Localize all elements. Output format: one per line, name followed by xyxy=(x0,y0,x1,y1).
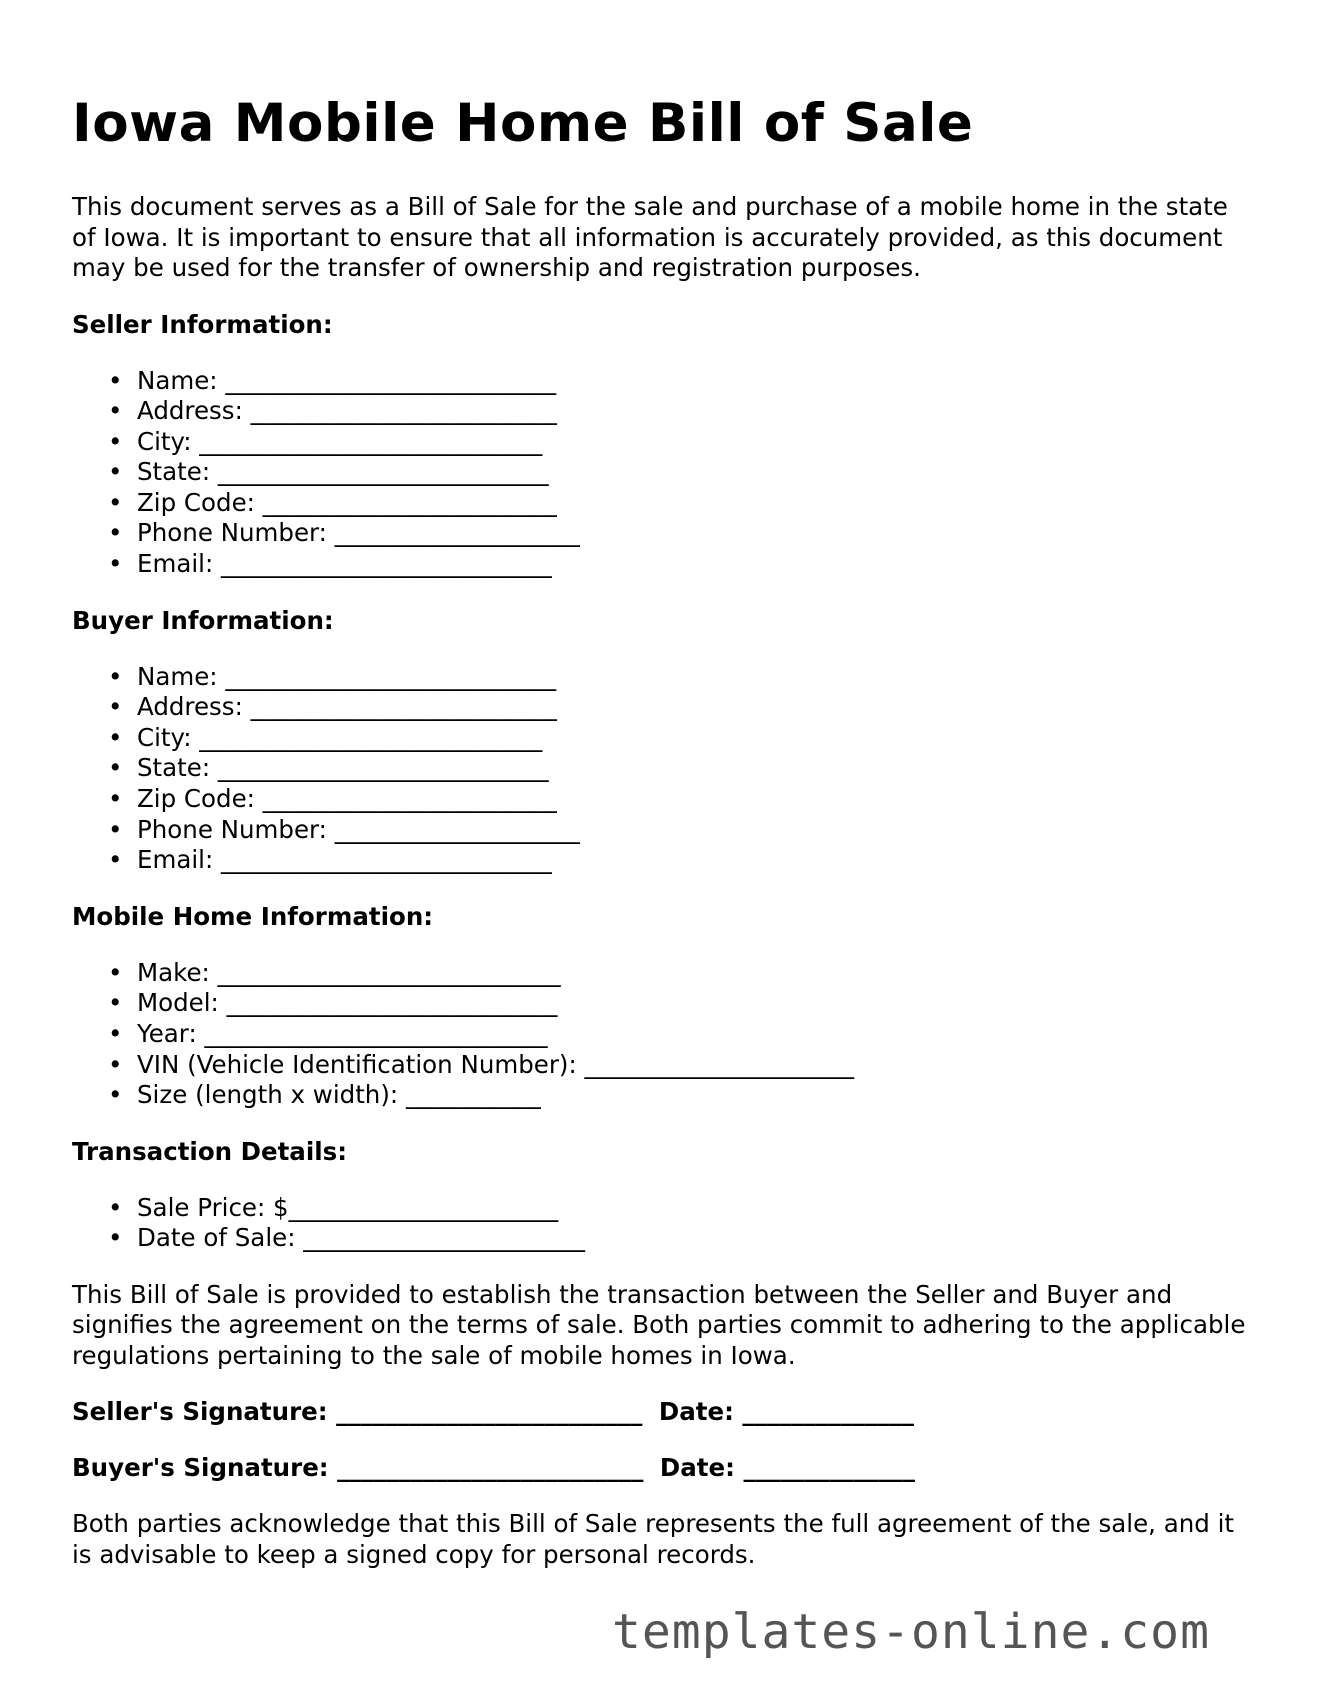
buyer-phone-field: • Phone Number: ____________________ xyxy=(72,815,1252,846)
intro-paragraph: This document serves as a Bill of Sale for the sale and purchase of a mobile home in the state of Iowa. It is important to ensure that all information is accurately provided, as this document may be used for the transfer of ownership and registration purposes. xyxy=(72,192,1228,282)
closing-paragraph: This Bill of Sale is provided to establish the transaction between the Seller and Buyer and signifies the agreement on the terms of sale. Both parties commit to adhering to the applicable regulations pertaining to the sale of mobile homes in Iowa. xyxy=(72,1279,1246,1370)
watermark-text: templates-online.com xyxy=(612,1604,1210,1660)
seller-section-heading: Seller Information: xyxy=(72,309,333,339)
seller-city-field: • City: ____________________________ xyxy=(72,427,1252,458)
buyer-signature-line: Buyer's Signature: _________________________ xyxy=(72,1453,644,1483)
buyer-field-list xyxy=(72,662,1252,876)
seller-zip-field: • Zip Code: ________________________ xyxy=(72,488,1252,519)
buyer-section-heading: Buyer Information: xyxy=(72,605,334,635)
model-field: • Model: ___________________________ xyxy=(72,988,1252,1019)
buyer-signature-row xyxy=(72,1453,1252,1483)
sale-price-field: • Sale Price: $______________________ xyxy=(72,1193,1252,1224)
transaction-field-list xyxy=(72,1193,1252,1254)
buyer-date-line: Date: ______________ xyxy=(659,1453,915,1483)
mobile-home-section-heading: Mobile Home Information: xyxy=(72,901,434,931)
seller-signature-row xyxy=(72,1397,1252,1427)
seller-phone-field: • Phone Number: ____________________ xyxy=(72,518,1252,549)
seller-address-field: • Address: _________________________ xyxy=(72,396,1252,427)
document-page xyxy=(72,0,1252,1570)
buyer-state-field: • State: ___________________________ xyxy=(72,753,1252,784)
date-of-sale-field: • Date of Sale: _______________________ xyxy=(72,1223,1252,1254)
buyer-name-field: • Name: ___________________________ xyxy=(72,662,1252,693)
buyer-email-field: • Email: ___________________________ xyxy=(72,845,1252,876)
seller-name-field: • Name: ___________________________ xyxy=(72,366,1252,397)
seller-state-field: • State: ___________________________ xyxy=(72,457,1252,488)
seller-field-list xyxy=(72,366,1252,580)
document-title: Iowa Mobile Home Bill of Sale xyxy=(72,93,974,154)
make-field: • Make: ____________________________ xyxy=(72,958,1252,989)
transaction-section-heading: Transaction Details: xyxy=(72,1136,348,1166)
seller-signature-line: Seller's Signature: _________________________ xyxy=(72,1397,643,1427)
buyer-zip-field: • Zip Code: ________________________ xyxy=(72,784,1252,815)
final-paragraph: Both parties acknowledge that this Bill of Sale represents the full agreement of the sale, and it is advisable to keep a signed copy for personal records. xyxy=(72,1509,1235,1569)
seller-date-line: Date: ______________ xyxy=(658,1397,914,1427)
mobile-home-field-list xyxy=(72,958,1252,1111)
vin-field: • VIN (Vehicle Identification Number): ______________________ xyxy=(72,1050,1252,1081)
year-field: • Year: ____________________________ xyxy=(72,1019,1252,1050)
buyer-city-field: • City: ____________________________ xyxy=(72,723,1252,754)
buyer-address-field: • Address: _________________________ xyxy=(72,692,1252,723)
size-field: • Size (length x width): ___________ xyxy=(72,1080,1252,1111)
seller-email-field: • Email: ___________________________ xyxy=(72,549,1252,580)
